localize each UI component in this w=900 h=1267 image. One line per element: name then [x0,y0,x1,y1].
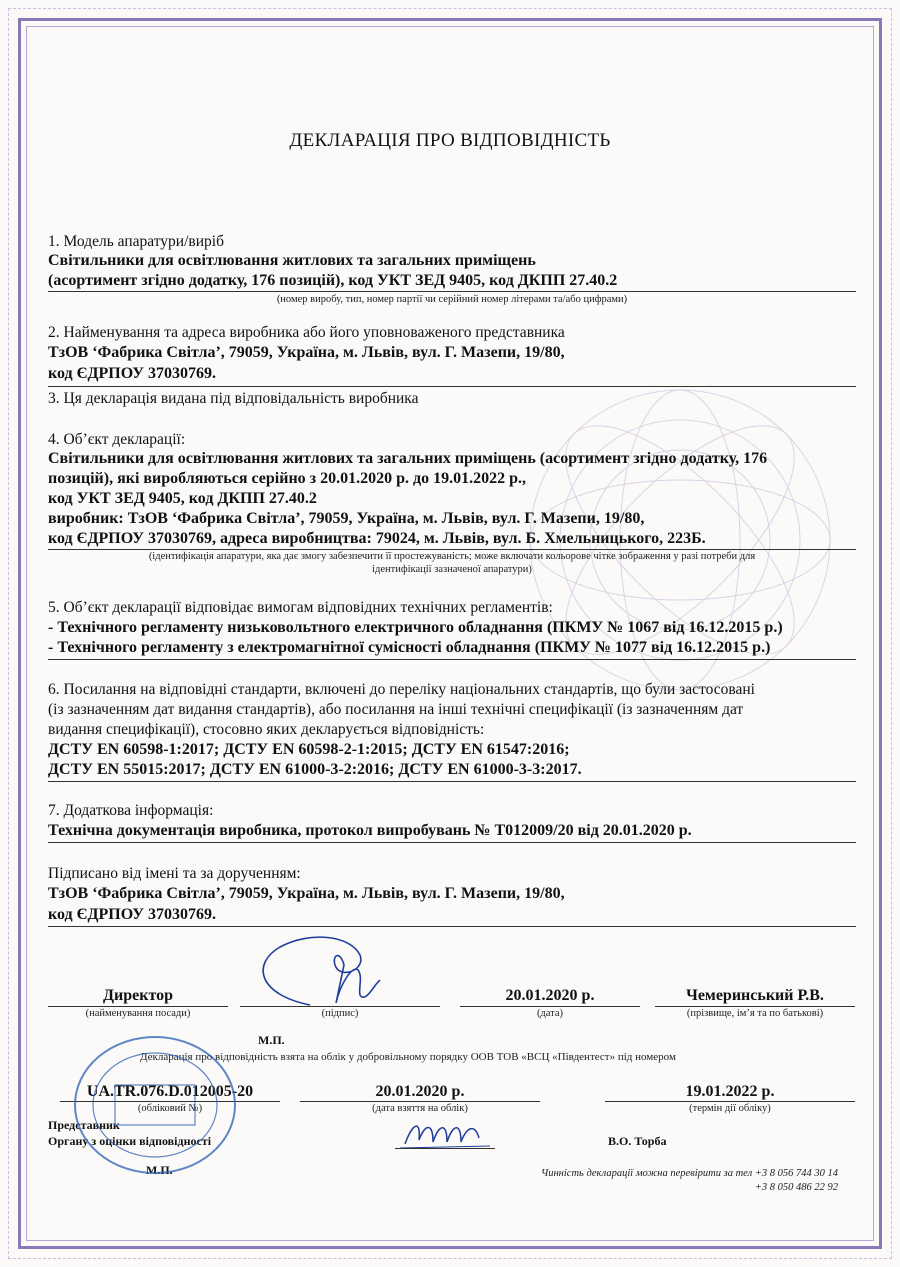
signed-line-1: ТзОВ ‘Фабрика Світла’, 79059, Україна, м. Львів, вул. Г. Мазепи, 19/80, [48,885,565,902]
section-5-line-2: - Технічного регламенту з електромагнітної сумісності обладнання (ПКМУ № 1077 від 16.12.2015 р.) [48,639,771,656]
registration-number: UA.TR.076.D.012005-20 [86,1083,254,1100]
section-7-label: 7. Додаткова інформація: [48,802,214,819]
section-4-caption-1: (ідентифікація апаратури, яка дає змогу забезпечити її простежуваність; може включати кольорове чітке зображення у разі потреби для [148,551,756,562]
verification-note-line-1: Чинність декларації можна перевірити за тел +3 8 056 744 30 14 [540,1168,838,1179]
date-caption: (дата) [536,1008,564,1019]
section-2-line-2: код ЄДРПОУ 37030769. [48,365,217,382]
representative-name: В.О. Торба [608,1134,667,1148]
representative-signature-line [395,1148,495,1149]
position-caption: (найменування посади) [85,1008,191,1019]
section-6-standards-1: ДСТУ EN 60598-1:2017; ДСТУ EN 60598-2-1:2015; ДСТУ EN 61547:2016; [48,741,570,758]
section-1-caption: (номер виробу, тип, номер партії чи серійний номер літерами та/або цифрами) [276,294,628,305]
director-signature [240,925,420,1015]
registration-date-caption: (дата взяття на облік) [372,1103,468,1114]
section-4-line-5: код ЄДРПОУ 37030769, адреса виробництва: 79024, м. Львів, вул. Б. Хмельницького, 223Б. [48,530,706,547]
section-1-label: 1. Модель апаратури/виріб [48,233,224,250]
signer-name: Чемеринський Р.В. [686,987,824,1004]
section-5-line-1: - Технічного регламенту низьковольтного електричного обладнання (ПКМУ № 1067 від 16.12.2015 р.) [48,619,783,636]
section-2-label: 2. Найменування та адреса виробника або його уповноваженого представника [48,324,565,341]
section-4-line-4: виробник: ТзОВ ‘Фабрика Світла’, 79059, Україна, м. Львів, вул. Г. Мазепи, 19/80, [48,510,645,527]
section-7-rule [48,842,856,843]
section-6-standards-2: ДСТУ EN 55015:2017; ДСТУ EN 61000-3-2:2016; ДСТУ EN 61000-3-3:2017. [48,761,582,778]
section-4-line-1: Світильники для освітлювання житлових та загальних приміщень (асортимент згідно додатку, 176 [48,450,768,467]
section-1-line-1: Світильники для освітлювання житлових та загальних приміщень [48,252,536,269]
signer-position: Директор [103,987,173,1004]
representative-line-1: Представник [48,1118,120,1132]
section-1-rule [48,291,856,292]
signing-date: 20.01.2020 р. [505,987,595,1004]
registration-text: Декларація про відповідність взята на облік у добровільному порядку ООВ ТОВ «ВСЦ «Південтест» під номером [140,1051,676,1063]
signed-label: Підписано від імені та за дорученням: [48,865,301,882]
registration-term: 19.01.2022 р. [685,1083,775,1100]
section-1-line-2: (асортимент згідно додатку, 176 позицій), код УКТ ЗЕД 9405, код ДКПП 27.40.2 [48,272,618,289]
registration-term-caption: (термін дії обліку) [689,1103,771,1114]
certification-stamp [70,1030,240,1180]
section-2-rule [48,386,856,387]
registration-number-caption: (обліковий №) [137,1103,203,1114]
section-6-line-1: 6. Посилання на відповідні стандарти, включені до переліку національних стандартів, що були застосовані [48,681,755,698]
registration-date: 20.01.2020 р. [375,1083,465,1100]
seal-placeholder-1: М.П. [258,1033,285,1047]
signed-rule [48,926,856,927]
section-7-line-1: Технічна документація виробника, протокол випробувань № Т012009/20 від 20.01.2020 р. [48,822,692,839]
verification-note-line-2: +3 8 050 486 22 92 [754,1182,838,1193]
section-6-rule [48,781,856,782]
representative-line-2: Органу з оцінки відповідності [48,1134,212,1148]
document-title: ДЕКЛАРАЦІЯ ПРО ВІДПОВІДНІСТЬ [289,130,611,151]
signed-line-2: код ЄДРПОУ 37030769. [48,906,217,923]
section-6-line-2: (із зазначенням дат видання стандартів), або посилання на інші технічні специфікації (із зазначенням дат [48,701,744,718]
representative-signature [395,1112,495,1152]
name-caption: (прізвище, ім’я та по батькові) [686,1008,824,1019]
section-2-line-1: ТзОВ ‘Фабрика Світла’, 79059, Україна, м. Львів, вул. Г. Мазепи, 19/80, [48,344,565,361]
section-4-label: 4. Об’єкт декларації: [48,431,186,448]
section-4-line-2: позицій), які виробляються серійно з 20.01.2020 р. до 19.01.2022 р., [48,470,526,487]
seal-placeholder-2: М.П. [146,1163,173,1177]
section-6-line-3: видання специфікації), стосовно яких декларується відповідність: [48,721,485,738]
section-4-caption-2: ідентифікації зазначеної апаратури) [372,564,532,575]
section-5-label: 5. Об’єкт декларації відповідає вимогам відповідних технічних регламентів: [48,599,553,616]
signature-caption: (підпис) [321,1008,359,1019]
section-4-line-3: код УКТ ЗЕД 9405, код ДКПП 27.40.2 [48,490,317,507]
section-5-rule [48,659,856,660]
section-3-label: 3. Ця декларація видана під відповідальність виробника [48,390,419,407]
